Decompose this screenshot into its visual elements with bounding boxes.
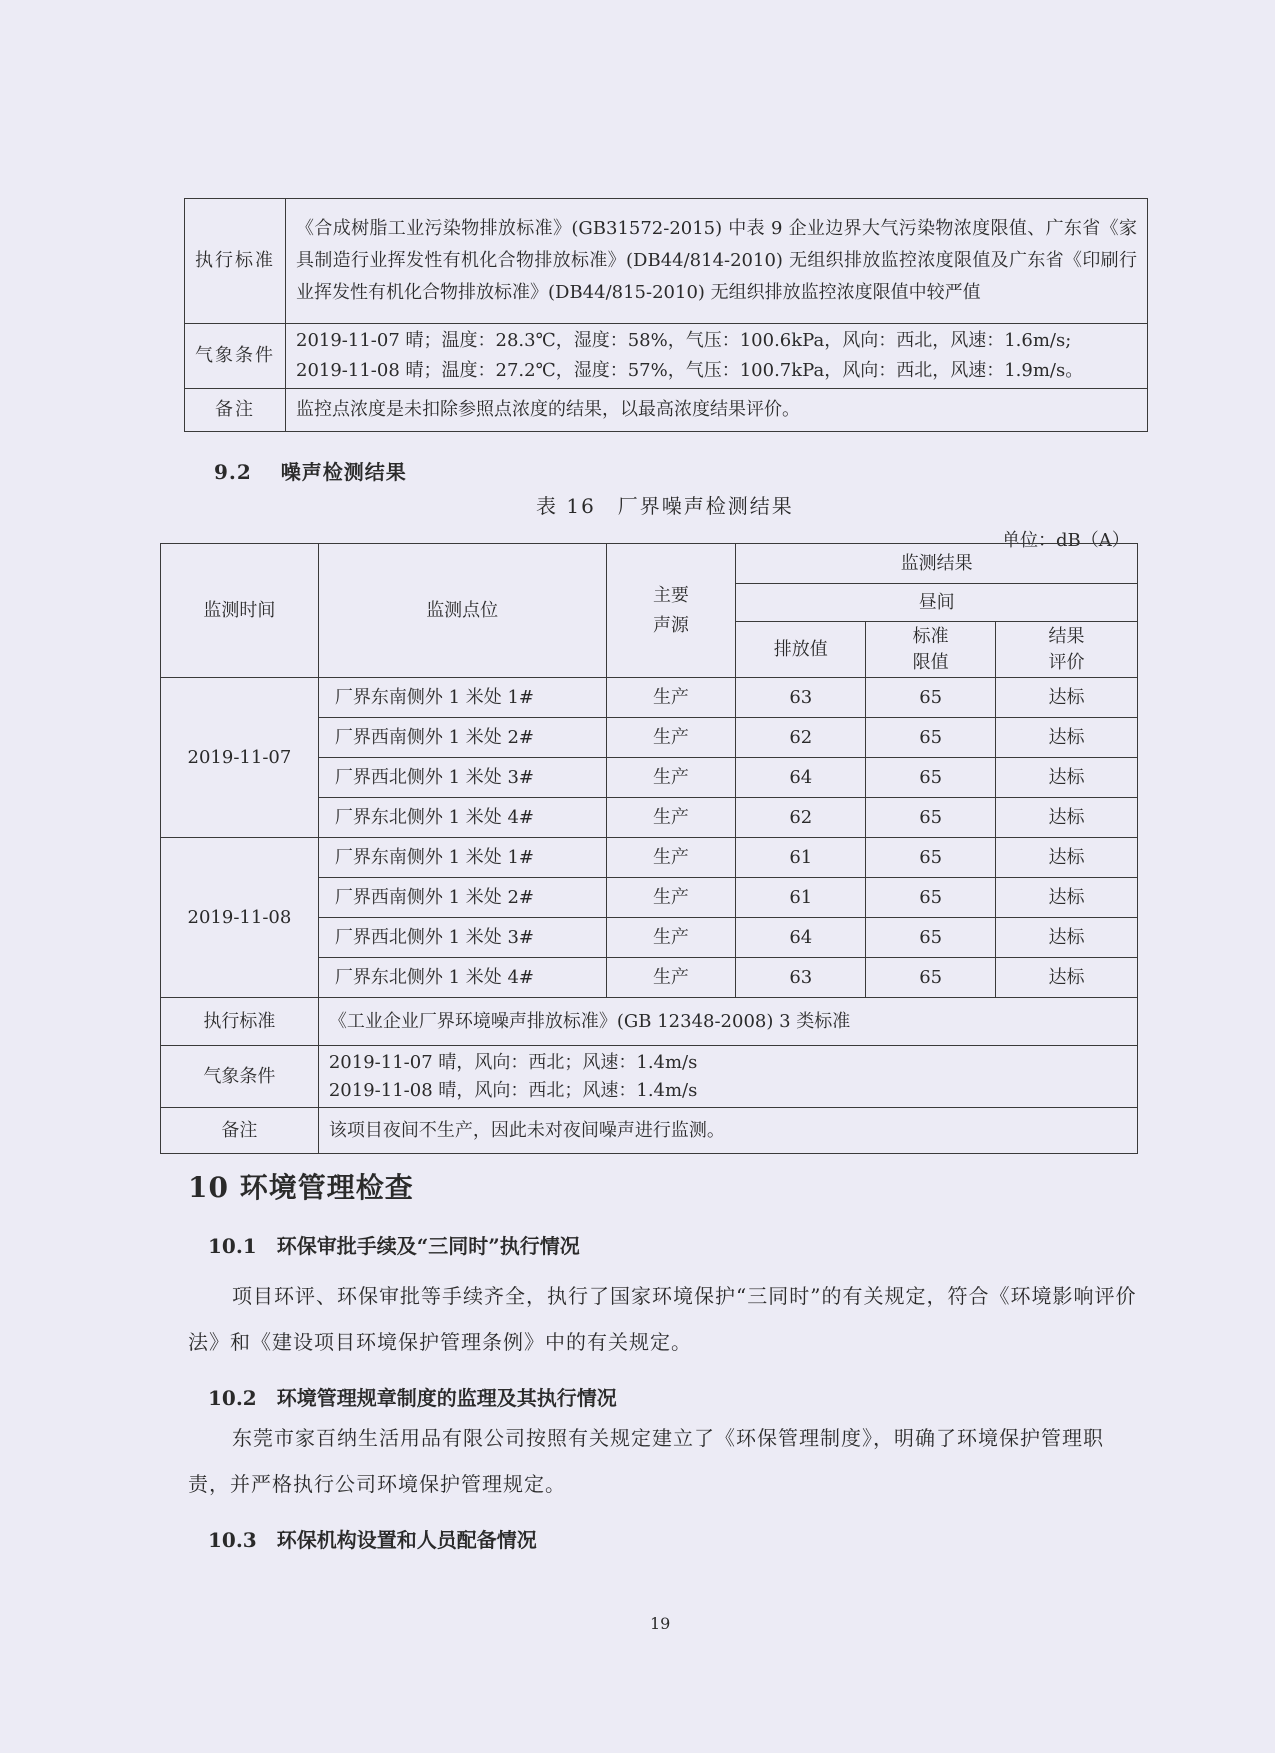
value-cell: 64 [736, 918, 866, 958]
value-cell: 64 [736, 758, 866, 798]
source-cell: 生产 [606, 718, 736, 758]
header-evaluation: 结果 评价 [996, 622, 1138, 678]
date-cell: 2019-11-07 [161, 678, 319, 838]
table-row [161, 1108, 1138, 1154]
emission-standard-table [184, 198, 1148, 432]
source-cell: 生产 [606, 878, 736, 918]
note-text: 监控点浓度是未扣除参照点浓度的结果，以最高浓度结果评价。 [286, 389, 1148, 432]
standard-label: 执行标准 [161, 998, 319, 1046]
header-source: 主要 声源 [606, 544, 736, 678]
header-daytime: 昼间 [736, 584, 1138, 622]
noise-results-table [160, 543, 1138, 1154]
limit-cell: 65 [866, 958, 996, 998]
note-label: 备注 [161, 1108, 319, 1154]
result-cell: 达标 [996, 878, 1138, 918]
limit-cell: 65 [866, 878, 996, 918]
weather-cell [318, 1046, 1137, 1108]
header-limit: 标准 限值 [866, 622, 996, 678]
result-cell: 达标 [996, 958, 1138, 998]
source-cell: 生产 [606, 838, 736, 878]
limit-cell: 65 [866, 838, 996, 878]
value-cell: 63 [736, 958, 866, 998]
header-emission: 排放值 [736, 622, 866, 678]
limit-cell: 65 [866, 678, 996, 718]
table-row [161, 678, 1138, 718]
header-result: 监测结果 [736, 544, 1138, 584]
unit-label: 单位：dB（A） [1002, 530, 1130, 551]
result-cell: 达标 [996, 718, 1138, 758]
value-cell: 61 [736, 838, 866, 878]
standard-label: 执行标准 [185, 199, 286, 324]
value-cell: 62 [736, 798, 866, 838]
standard-text: 《工业企业厂界环境噪声排放标准》(GB 12348-2008) 3 类标准 [318, 998, 1137, 1046]
header-time: 监测时间 [161, 544, 319, 678]
page-number: 19 [650, 1614, 671, 1633]
table-row [161, 838, 1138, 878]
weather-line: 2019-11-08 晴；温度：27.2℃，湿度：57%，气压：100.7kPa，风向：西北，风速：1.9m/s。 [296, 360, 1084, 381]
chapter-heading: 10 环境管理检查 [188, 1171, 414, 1204]
section-heading: 9.2 噪声检测结果 [214, 460, 407, 484]
weather-line: 2019-11-07 晴，风向：西北；风速：1.4m/s [328, 1051, 698, 1073]
limit-cell: 65 [866, 798, 996, 838]
location-cell: 厂界西南侧外 1 米处 2# [318, 718, 606, 758]
location-cell: 厂界东南侧外 1 米处 1# [318, 838, 606, 878]
note-text: 该项目夜间不生产，因此未对夜间噪声进行监测。 [318, 1108, 1137, 1154]
location-cell: 厂界西北侧外 1 米处 3# [318, 758, 606, 798]
location-cell: 厂界西北侧外 1 米处 3# [318, 918, 606, 958]
table-row [185, 324, 1148, 389]
result-cell: 达标 [996, 918, 1138, 958]
limit-cell: 65 [866, 758, 996, 798]
note-label: 备注 [185, 389, 286, 432]
table-row [185, 389, 1148, 432]
location-cell: 厂界东北侧外 1 米处 4# [318, 798, 606, 838]
result-cell: 达标 [996, 798, 1138, 838]
value-cell: 63 [736, 678, 866, 718]
source-cell: 生产 [606, 798, 736, 838]
standard-text: 《合成树脂工业污染物排放标准》(GB31572-2015) 中表 9 企业边界大气污染物浓度限值、广东省《家具制造行业挥发性有机化合物排放标准》(DB44/814-2010) 无组织排放监控浓度限值及广东省《印刷行业挥发性有机化合物排放标准》(DB44/815-2010) 无组织排放监控浓度限值中较严值 [286, 199, 1148, 324]
weather-label: 气象条件 [161, 1046, 319, 1108]
limit-cell: 65 [866, 918, 996, 958]
header-row [161, 544, 1138, 584]
result-cell: 达标 [996, 678, 1138, 718]
table-row [185, 199, 1148, 324]
source-cell: 生产 [606, 918, 736, 958]
paragraph: 项目环评、环保审批等手续齐全，执行了国家环境保护“三同时”的有关规定，符合《环境影响评价法》和《建设项目环境保护管理条例》中的有关规定。 [188, 1284, 1137, 1354]
table-row [161, 998, 1138, 1046]
result-cell: 达标 [996, 758, 1138, 798]
location-cell: 厂界西南侧外 1 米处 2# [318, 878, 606, 918]
weather-line: 2019-11-08 晴，风向：西北；风速：1.4m/s [328, 1079, 698, 1101]
location-cell: 厂界东南侧外 1 米处 1# [318, 678, 606, 718]
result-cell: 达标 [996, 838, 1138, 878]
weather-cell [286, 324, 1148, 389]
source-cell: 生产 [606, 958, 736, 998]
weather-line: 2019-11-07 晴；温度：28.3℃，湿度：58%，气压：100.6kPa，风向：西北，风速：1.6m/s; [296, 330, 1072, 351]
table-caption: 表 16 厂界噪声检测结果 [536, 494, 794, 518]
date-cell: 2019-11-08 [161, 838, 319, 998]
value-cell: 62 [736, 718, 866, 758]
source-cell: 生产 [606, 678, 736, 718]
value-cell: 61 [736, 878, 866, 918]
header-location: 监测点位 [318, 544, 606, 678]
section-heading: 10.2 环境管理规章制度的监理及其执行情况 [208, 1386, 617, 1410]
table-row [161, 1046, 1138, 1108]
paragraph: 东莞市家百纳生活用品有限公司按照有关规定建立了《环保管理制度》，明确了环境保护管理职责，并严格执行公司环境保护管理规定。 [188, 1426, 1104, 1496]
limit-cell: 65 [866, 718, 996, 758]
weather-label: 气象条件 [185, 324, 286, 389]
location-cell: 厂界东北侧外 1 米处 4# [318, 958, 606, 998]
section-heading: 10.1 环保审批手续及“三同时”执行情况 [208, 1234, 580, 1258]
source-cell: 生产 [606, 758, 736, 798]
section-heading: 10.3 环保机构设置和人员配备情况 [208, 1528, 537, 1552]
